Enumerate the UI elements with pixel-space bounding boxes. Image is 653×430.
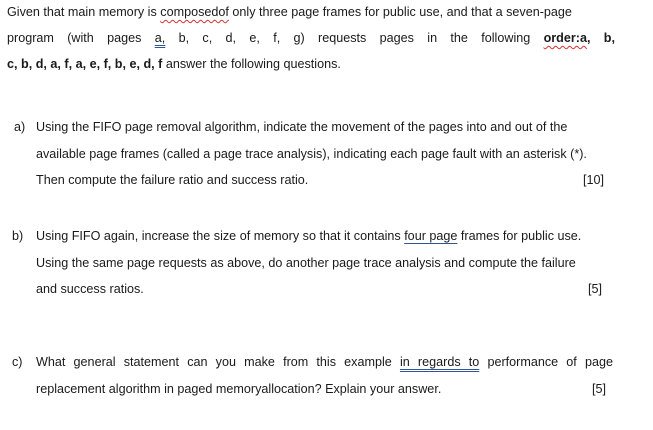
grammar-flag: in regards to (399, 355, 480, 369)
question-a-marks: [10] (582, 173, 604, 187)
question-b-text: Using FIFO again, increase the size of memory so that it contains (36, 229, 405, 243)
intro-text: program (with pages (7, 31, 155, 45)
question-b-marker: b) (12, 229, 24, 243)
intro-line-3 (7, 56, 341, 72)
intro-line-2 (7, 30, 615, 46)
question-a-line-3: Then compute the failure ratio and success ratio. (36, 173, 309, 187)
question-a-line-1: Using the FIFO page removal algorithm, indicate the movement of the pages into and out of the (36, 120, 568, 134)
question-c-text: performance of page (479, 355, 613, 369)
question-c-marks: [5] (591, 382, 606, 396)
question-b-line-3: and success ratios. (36, 282, 144, 296)
question-b-text: frames for public use. (457, 229, 582, 243)
question-b-line-1 (36, 228, 581, 244)
question-c-line-1 (36, 354, 613, 370)
intro-line-1 (7, 4, 572, 20)
question-c-marker: c) (12, 355, 23, 369)
question-b-line-2: Using the same page requests as above, do another page trace analysis and compute the failure (36, 256, 576, 270)
question-a-marker: a) (14, 120, 26, 134)
spelling-flag: composedof (160, 5, 229, 19)
intro-text: , b, (586, 31, 615, 45)
question-c-line-2: replacement algorithm in paged memoryallocation? Explain your answer. (36, 382, 442, 396)
grammar-flag: four page (404, 229, 458, 243)
question-c-text: What general statement can you make from this example (36, 355, 400, 369)
intro-text: Given that main memory is (7, 5, 161, 19)
page-request-sequence: c, b, d, a, f, a, e, f, b, e, d, f (7, 57, 163, 71)
spelling-flag: order:a (543, 31, 587, 45)
grammar-flag: a, (154, 31, 166, 45)
intro-text: b, c, d, e, f, g) requests pages in the following (165, 31, 544, 45)
question-b-marks: [5] (587, 282, 602, 296)
question-a-line-2: available page frames (called a page trace analysis), indicating each page fault with an asterisk (*). (36, 147, 587, 161)
intro-text: answer the following questions. (162, 57, 341, 71)
intro-text: only three page frames for public use, and that a seven-page (228, 5, 572, 19)
